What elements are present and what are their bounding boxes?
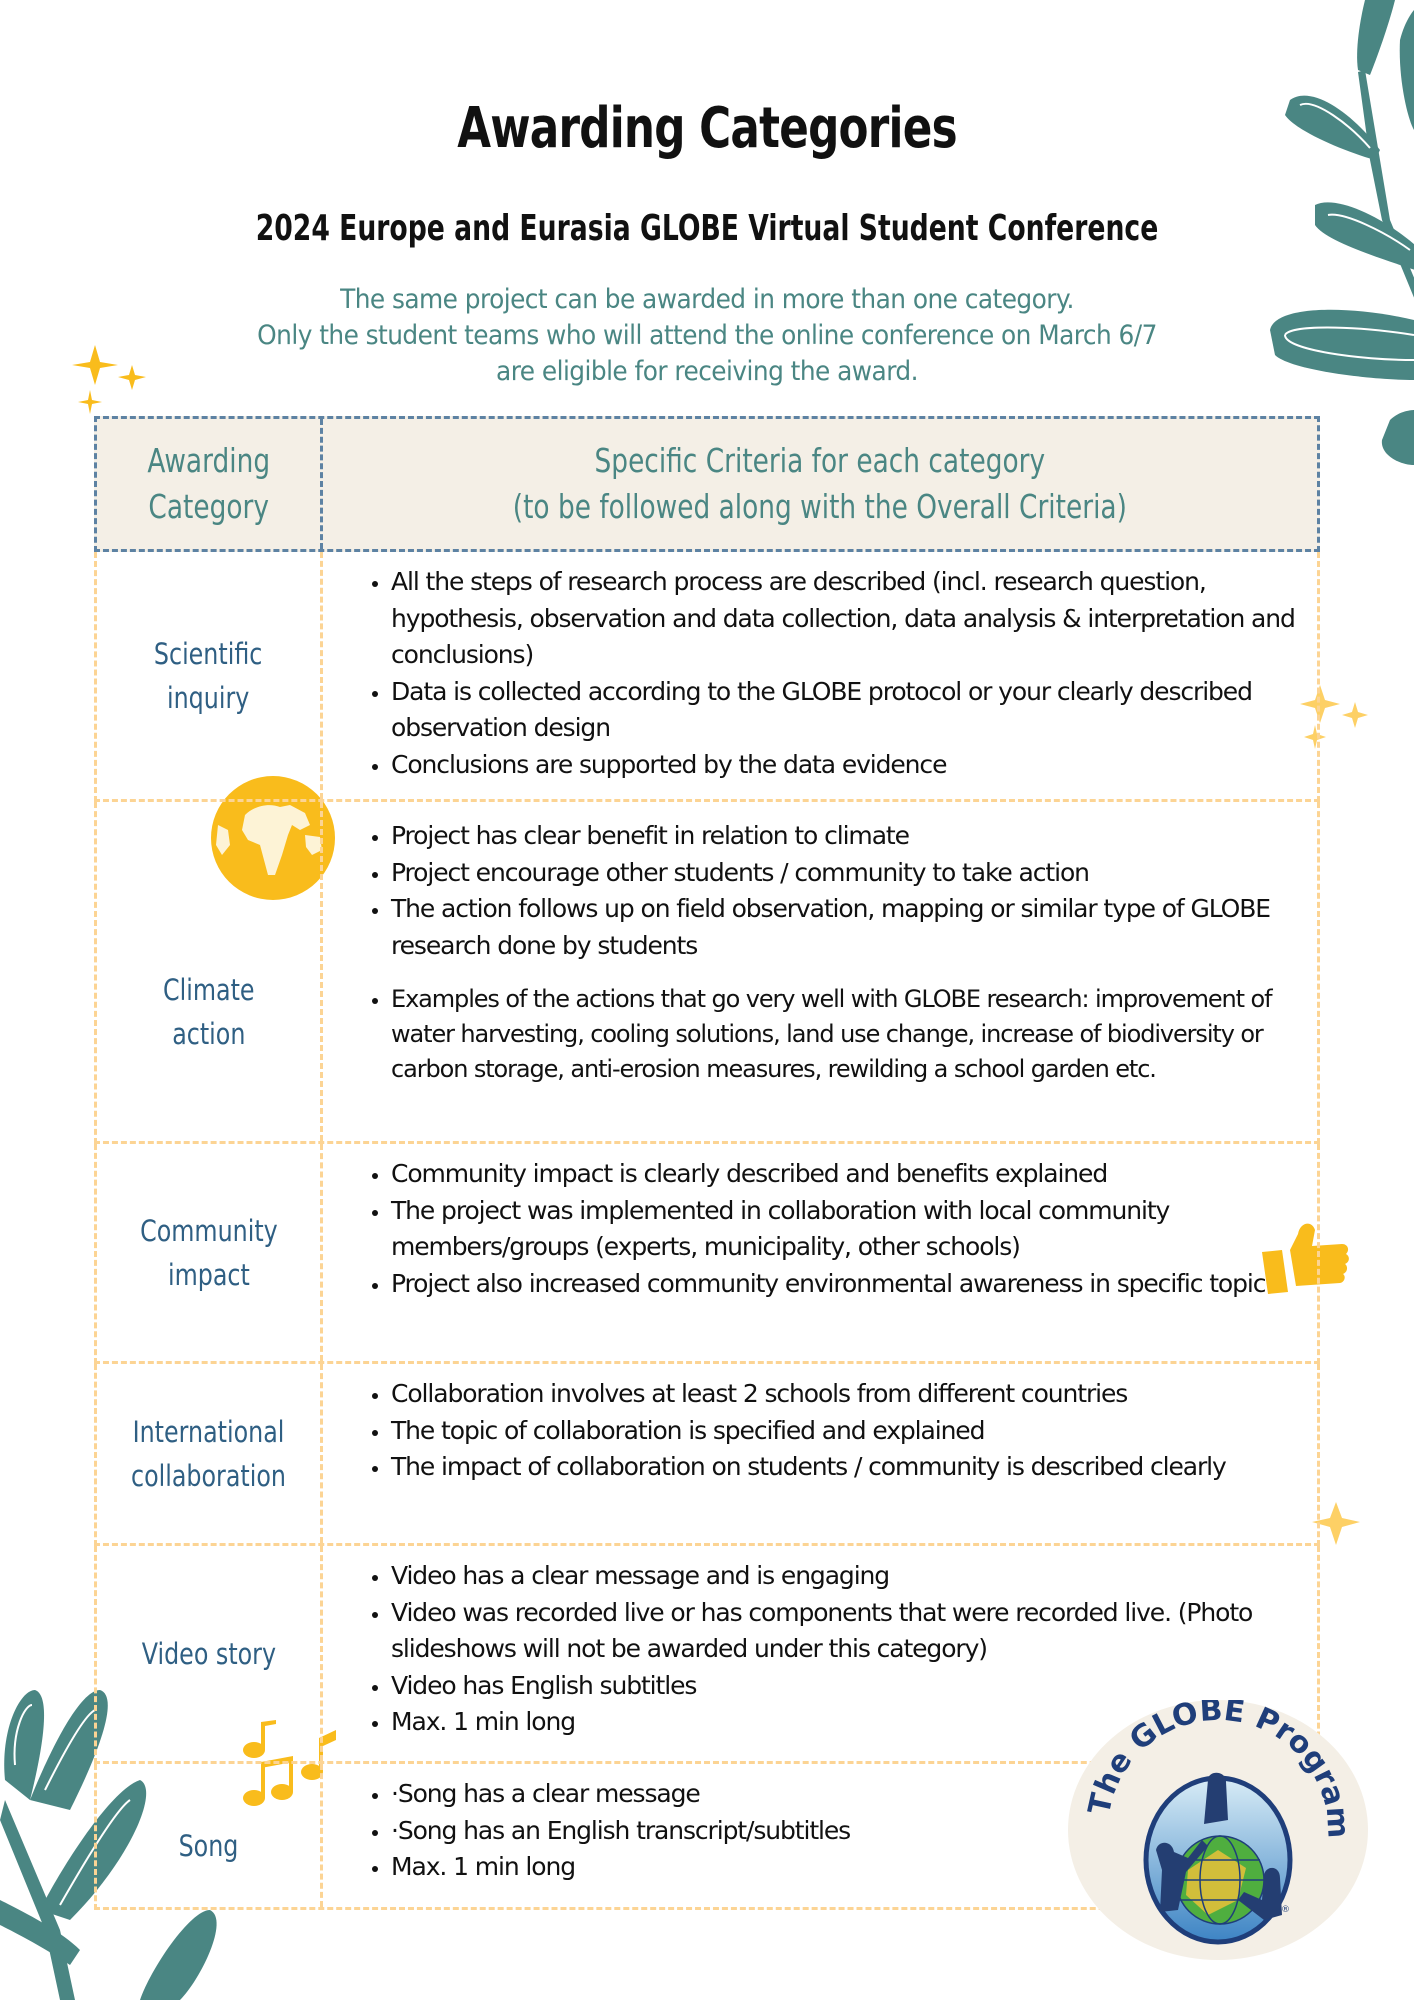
table-row-international-collaboration (94, 1364, 1320, 1546)
criterion-item: • Data is collected according to the GLOBE protocol or your clearly described observation design (391, 674, 1307, 747)
criterion-item: • Max. 1 min long (391, 1849, 1307, 1886)
criteria-table (94, 416, 1320, 1910)
category-label: inquiry (167, 680, 250, 715)
criterion-item: • Video was recorded live or has components that were recorded live. (Photo slideshows will not be awarded under this category) (391, 1595, 1307, 1668)
criteria-cell (323, 552, 1317, 799)
header-text: Awarding (147, 441, 270, 480)
category-label: Community (139, 1213, 278, 1248)
leaf-branch-top-right-icon (1270, 0, 1414, 470)
note-line: Only the student teams who will attend the online conference on March 6/7 (257, 320, 1157, 351)
criterion-item: • ·Song has a clear message (391, 1776, 1307, 1813)
criterion-item: • The impact of collaboration on students / community is described clearly (391, 1449, 1307, 1486)
note-line: The same project can be awarded in more than one category. (340, 284, 1074, 315)
eligibility-note (0, 282, 1414, 390)
category-label: Scientific (154, 636, 263, 671)
criterion-item: • All the steps of research process are described (incl. research question, hypothesis, observation and data collection, data analysis & interpretation and conclusions) (391, 564, 1307, 674)
category-cell (97, 1546, 323, 1761)
category-label: Video story (141, 1636, 276, 1671)
criteria-cell (323, 1364, 1317, 1543)
criterion-item: • The action follows up on field observation, mapping or similar type of GLOBE research done by students (391, 891, 1307, 964)
criteria-cell (323, 1144, 1317, 1361)
table-header (94, 416, 1320, 552)
criterion-item: • Project encourage other students / community to take action (391, 855, 1307, 892)
header-awarding-category (97, 419, 323, 549)
criterion-item: • The project was implemented in collaboration with local community members/groups (experts, municipality, other schools) (391, 1193, 1307, 1266)
criterion-item: • Project has clear benefit in relation to climate (391, 818, 1307, 855)
page-subtitle: 2024 Europe and Eurasia GLOBE Virtual Student Conference (255, 208, 1159, 249)
category-label: impact (167, 1257, 250, 1292)
category-label: collaboration (131, 1458, 286, 1493)
criterion-item: • Project also increased community environmental awareness in specific topic (391, 1266, 1307, 1303)
registered-mark: ® (1281, 1905, 1290, 1915)
criterion-item: • Examples of the actions that go very well with GLOBE research: improvement of water harvesting, cooling solutions, land use change, increase of biodiversity or carbon storage, anti-erosion measures, rewilding a school garden etc. (391, 982, 1307, 1087)
category-label: Climate (162, 972, 255, 1007)
category-cell (97, 1764, 323, 1907)
criterion-item: • Max. 1 min long (391, 1704, 1307, 1741)
criterion-item: • Video has English subtitles (391, 1668, 1307, 1705)
category-cell (97, 1144, 323, 1361)
category-label: International (132, 1414, 285, 1449)
globe-logo-emblem-icon (1068, 1700, 1368, 1960)
header-text: Category (148, 487, 269, 526)
header-text: (to be followed along with the Overall Criteria) (512, 487, 1128, 526)
header-text: Specific Criteria for each category (594, 441, 1046, 480)
category-cell (97, 802, 323, 1141)
note-line: are eligible for receiving the award. (496, 356, 918, 387)
category-label: Song (178, 1828, 239, 1863)
criterion-item: • Collaboration involves at least 2 schools from different countries (391, 1376, 1307, 1413)
category-label: action (171, 1016, 246, 1051)
table-row-climate-action (94, 802, 1320, 1144)
criterion-item: • The topic of collaboration is specified and explained (391, 1413, 1307, 1450)
page-title: Awarding Categories (457, 96, 957, 161)
header-specific-criteria (323, 419, 1317, 549)
category-cell (97, 1364, 323, 1543)
criterion-item: • Video has a clear message and is engaging (391, 1558, 1307, 1595)
criterion-item: • Community impact is clearly described and benefits explained (391, 1156, 1307, 1193)
criterion-item: • ·Song has an English transcript/subtitles (391, 1813, 1307, 1850)
category-cell (97, 552, 323, 799)
table-row-scientific-inquiry (94, 552, 1320, 802)
logo-text: The GLOBE Program (1082, 1700, 1356, 1840)
criteria-cell (323, 802, 1317, 1141)
criterion-item: • Conclusions are supported by the data evidence (391, 747, 1307, 784)
table-row-community-impact (94, 1144, 1320, 1364)
globe-program-logo (1068, 1700, 1368, 1960)
